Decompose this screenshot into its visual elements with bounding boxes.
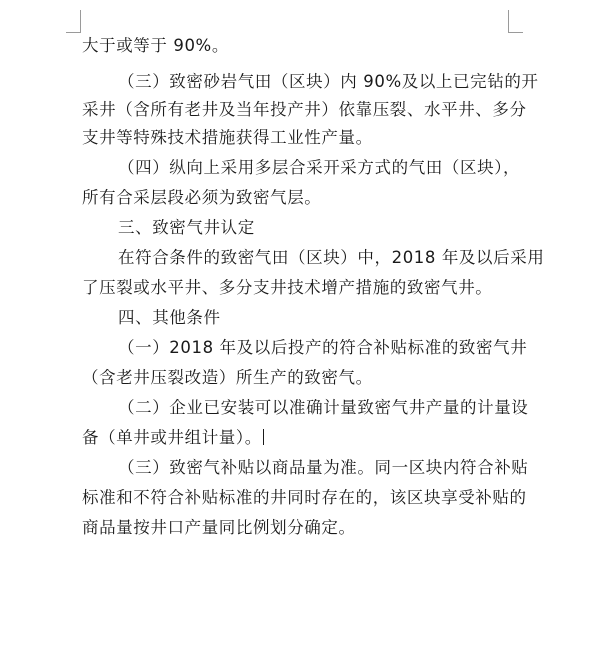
text-line: 所有合采层段必须为致密气层。	[82, 188, 322, 207]
text-line: （四）纵向上采用多层合采开采方式的气田（区块），	[118, 158, 521, 177]
text-line: 采井（含所有老井及当年投产井）依靠压裂、水平井、多分	[82, 100, 527, 119]
text-line: 标准和不符合补贴标准的井同时存在的，该区块享受补贴的	[82, 488, 527, 507]
text-line: 在符合条件的致密气田（区块）中，2018 年及以后采用	[118, 248, 545, 267]
page-corner-mark-top-right	[508, 10, 523, 33]
text-line: 大于或等于 90%。	[82, 36, 229, 55]
text-line: （含老井压裂改造）所生产的致密气。	[82, 368, 373, 387]
text-line	[82, 428, 264, 448]
text-line: （三）致密砂岩气田（区块）内 90%及以上已完钻的开	[118, 72, 539, 91]
text-line: 支井等特殊技术措施获得工业性产量。	[82, 128, 373, 147]
text-line: 了压裂或水平井、多分支井技术增产措施的致密气井。	[82, 278, 493, 297]
page-corner-mark-top-left	[66, 10, 81, 33]
text-line: 商品量按井口产量同比例划分确定。	[82, 518, 356, 537]
text-cursor	[263, 429, 264, 445]
text-line-content: 备（单井或井组计量）。	[82, 428, 262, 447]
text-line: （三）致密气补贴以商品量为准。同一区块内符合补贴	[118, 458, 529, 477]
text-line: （二）企业已安装可以准确计量致密气井产量的计量设	[118, 398, 529, 417]
text-line: （一）2018 年及以后投产的符合补贴标准的致密气井	[118, 338, 528, 357]
section-heading: 三、致密气井认定	[118, 218, 255, 237]
section-heading: 四、其他条件	[118, 308, 221, 327]
